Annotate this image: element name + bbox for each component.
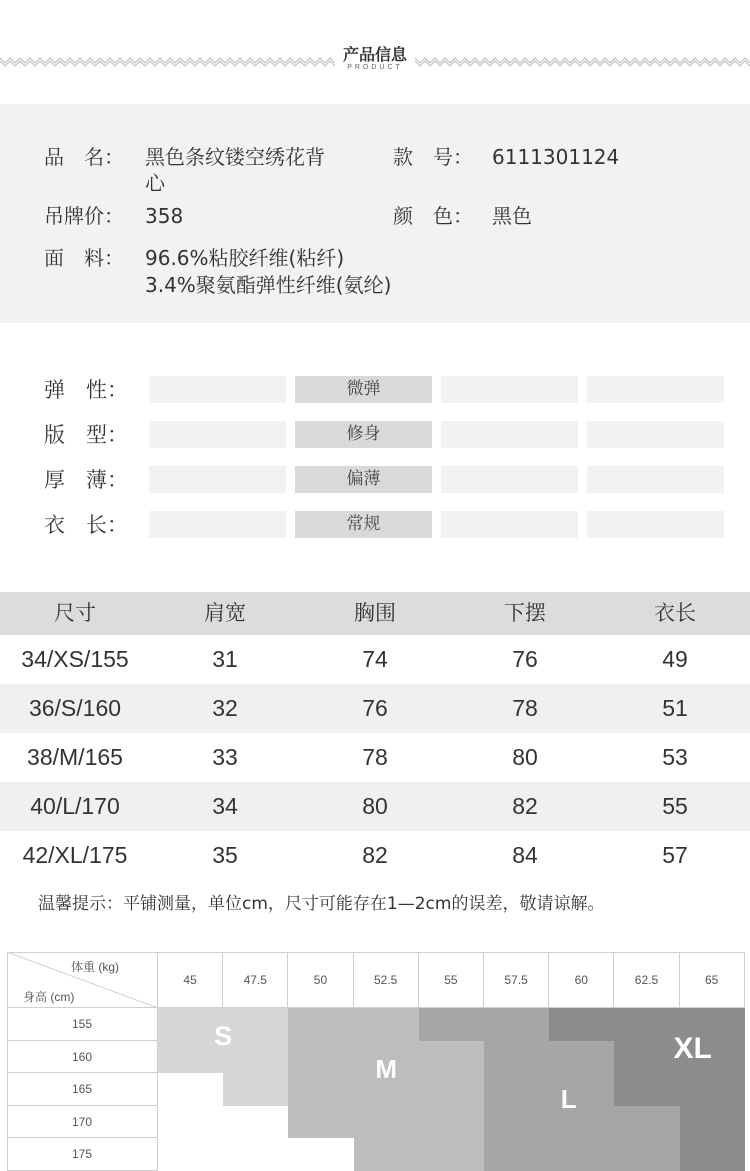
attribute-selected-value: 修身 [295, 421, 432, 448]
cell-length: 49 [662, 646, 688, 672]
attribute-scale-cell [149, 421, 286, 448]
cell-bust: 82 [362, 842, 388, 868]
cell-shoulder: 34 [212, 793, 238, 819]
attribute-scale-cell [441, 421, 578, 448]
cell-hem: 80 [512, 744, 538, 770]
style-number-value: 6111301124 [492, 145, 620, 169]
size-zone-label: S [214, 1021, 233, 1052]
attribute-scale-cell [149, 511, 286, 538]
cell-size: 38/M/165 [27, 744, 123, 770]
table-row [0, 684, 750, 733]
header-shoulder: 肩宽 [204, 601, 246, 625]
header-hem: 下摆 [504, 601, 546, 625]
cell-size: 36/S/160 [28, 695, 122, 721]
cell-size: 34/XS/155 [21, 646, 129, 672]
size-zone-xl [680, 1106, 745, 1139]
height-tick: 165 [7, 1073, 158, 1106]
color-label: 颜 色： [393, 204, 473, 228]
cell-size: 42/XL/175 [22, 842, 128, 868]
name-value: 黑色条纹镂空绣花背 [145, 145, 325, 169]
name-value-wrap: 心 [145, 171, 165, 195]
attribute-scale-cell [441, 511, 578, 538]
section-title: 产品信息 [342, 45, 407, 64]
attribute-scale-cell [149, 376, 286, 403]
weight-tick: 57.5 [484, 952, 549, 1008]
attribute-scale-cell [587, 376, 724, 403]
cell-hem: 84 [512, 842, 538, 868]
chart-corner-cell [7, 952, 158, 1008]
size-zone-xl [680, 1138, 745, 1171]
size-zone-m [288, 1008, 418, 1041]
price-value: 358 [145, 204, 184, 228]
size-zone-m [354, 1138, 484, 1171]
cell-length: 51 [662, 695, 688, 721]
weight-axis-label: 体重 (kg) [71, 960, 120, 974]
attribute-label: 厚 薄： [44, 468, 128, 492]
cell-shoulder: 35 [212, 842, 238, 868]
height-tick: 170 [7, 1106, 158, 1139]
size-zone-m [288, 1106, 484, 1139]
attribute-scale-cell [587, 466, 724, 493]
weight-tick: 62.5 [614, 952, 679, 1008]
weight-tick: 45 [158, 952, 223, 1008]
attribute-scale-cell [587, 511, 724, 538]
size-zone-l [484, 1041, 614, 1074]
height-tick: 175 [7, 1138, 158, 1171]
header-bust: 胸围 [354, 601, 396, 625]
style-number-label: 款 号： [393, 145, 473, 169]
attribute-label: 衣 长： [44, 513, 128, 537]
size-zone-s [223, 1073, 288, 1106]
attribute-scale-cell [587, 421, 724, 448]
cell-bust: 76 [362, 695, 388, 721]
fabric-value-1: 96.6%粘胶纤维(粘纤) [145, 246, 345, 270]
attribute-selected-value: 常规 [295, 511, 432, 538]
attribute-label: 版 型： [44, 423, 128, 447]
table-row [0, 733, 750, 782]
cell-shoulder: 32 [212, 695, 238, 721]
price-label: 吊牌价： [44, 204, 124, 228]
attribute-selected-value: 微弹 [295, 376, 432, 403]
cell-shoulder: 31 [212, 646, 238, 672]
fabric-value-2: 3.4%聚氨酯弹性纤维(氨纶) [145, 273, 392, 297]
header-size: 尺寸 [54, 601, 96, 625]
height-tick: 155 [7, 1008, 158, 1041]
color-value: 黑色 [492, 204, 532, 228]
weight-tick: 47.5 [223, 952, 288, 1008]
cell-bust: 74 [362, 646, 388, 672]
table-row [0, 831, 750, 880]
cell-length: 53 [662, 744, 688, 770]
size-zone-xl [614, 1073, 744, 1106]
cell-length: 55 [662, 793, 688, 819]
weight-tick: 52.5 [354, 952, 419, 1008]
cell-hem: 78 [512, 695, 538, 721]
attribute-selected-value: 偏薄 [295, 466, 432, 493]
size-zone-l [484, 1138, 680, 1171]
section-subtitle: PRODUCT [347, 64, 403, 71]
name-label: 品 名： [44, 145, 124, 169]
cell-hem: 82 [512, 793, 538, 819]
table-row [0, 635, 750, 684]
size-table-header [0, 592, 750, 635]
attribute-scale-cell [149, 466, 286, 493]
size-zone-label: XL [673, 1032, 712, 1066]
header-length: 衣长 [654, 601, 696, 625]
attribute-scale-cell [441, 376, 578, 403]
cell-bust: 80 [362, 793, 388, 819]
cell-length: 57 [662, 842, 688, 868]
weight-tick: 60 [549, 952, 614, 1008]
size-zone-l [419, 1008, 549, 1041]
cell-bust: 78 [362, 744, 388, 770]
cell-size: 40/L/170 [30, 793, 120, 819]
measurement-note: 温馨提示：平铺测量，单位cm，尺寸可能存在1—2cm的误差，敬请谅解。 [38, 894, 605, 914]
weight-tick: 65 [680, 952, 745, 1008]
height-axis-label: 身高 (cm) [23, 990, 75, 1004]
fabric-label: 面 料： [44, 246, 124, 270]
cell-shoulder: 33 [212, 744, 238, 770]
cell-hem: 76 [512, 646, 538, 672]
weight-tick: 55 [419, 952, 484, 1008]
size-zone-label: L [560, 1083, 577, 1114]
size-zone-label: M [375, 1054, 398, 1085]
height-tick: 160 [7, 1041, 158, 1074]
weight-tick: 50 [288, 952, 353, 1008]
attribute-label: 弹 性： [44, 378, 128, 402]
table-row [0, 782, 750, 831]
attribute-scale-cell [441, 466, 578, 493]
